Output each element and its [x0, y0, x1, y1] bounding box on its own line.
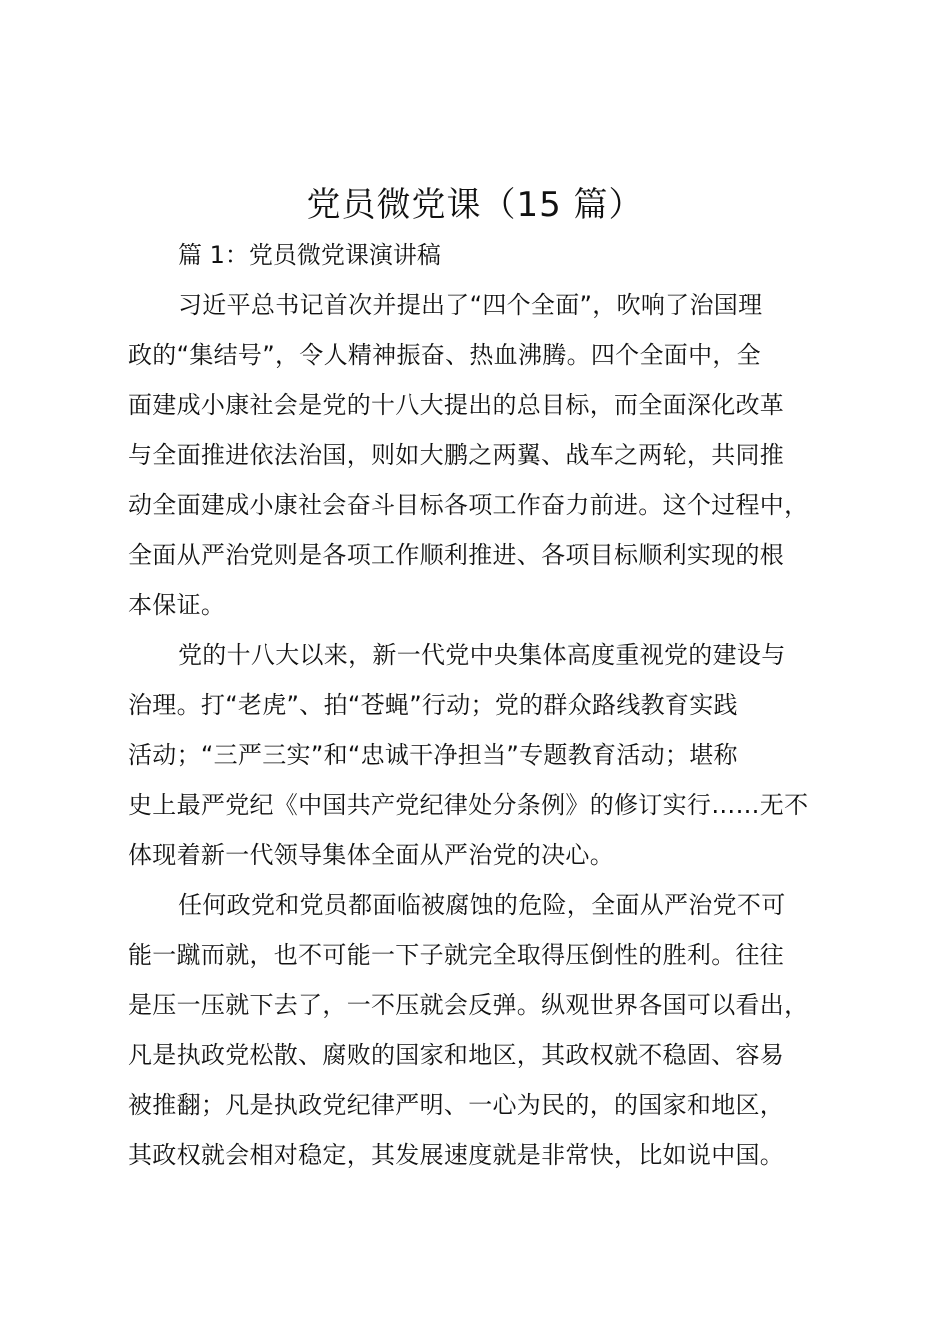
paragraph-line: 习近平总书记首次并提出了“四个全面”，吹响了治国理: [178, 291, 763, 319]
paragraph-line: 动全面建成小康社会奋斗目标各项工作奋力前进。这个过程中，: [128, 491, 809, 519]
paragraph-line: 政的“集结号”，令人精神振奋、热血沸腾。四个全面中，全: [128, 341, 761, 369]
paragraph-line: 党的十八大以来，新一代党中央集体高度重视党的建设与: [178, 641, 786, 669]
paragraph-line: 其政权就会相对稳定，其发展速度就是非常快，比如说中国。: [128, 1141, 785, 1169]
paragraph-line: 凡是执政党松散、腐败的国家和地区，其政权就不稳固、容易: [128, 1041, 785, 1069]
document-title: 党员微党课（15 篇）: [306, 185, 644, 225]
paragraph-line: 史上最严党纪《中国共产党纪律处分条例》的修订实行……无不: [128, 791, 809, 819]
paragraph-line: 是压一压就下去了，一不压就会反弹。纵观世界各国可以看出，: [128, 991, 809, 1019]
paragraph-line: 活动；“三严三实”和“忠诚干净担当”专题教育活动；堪称: [128, 741, 738, 769]
paragraph-line: 能一蹴而就，也不可能一下子就完全取得压倒性的胜利。往往: [128, 941, 785, 969]
paragraph-line: 任何政党和党员都面临被腐蚀的危险，全面从严治党不可: [178, 891, 786, 919]
paragraph-line: 全面从严治党则是各项工作顺利推进、各项目标顺利实现的根: [128, 541, 785, 569]
paragraph-line: 体现着新一代领导集体全面从严治党的决心。: [128, 841, 614, 869]
paragraph-line: 被推翻；凡是执政党纪律严明、一心为民的，的国家和地区，: [128, 1091, 785, 1119]
paragraph-line: 治理。打“老虎”、拍“苍蝇”行动；党的群众路线教育实践: [128, 691, 738, 719]
paragraph-line: 面建成小康社会是党的十八大提出的总目标，而全面深化改革: [128, 391, 785, 419]
paragraph-line: 与全面推进依法治国，则如大鹏之两翼、战车之两轮，共同推: [128, 441, 785, 469]
document-subtitle: 篇 1：党员微党课演讲稿: [178, 241, 441, 269]
paragraph-line: 本保证。: [128, 591, 226, 619]
